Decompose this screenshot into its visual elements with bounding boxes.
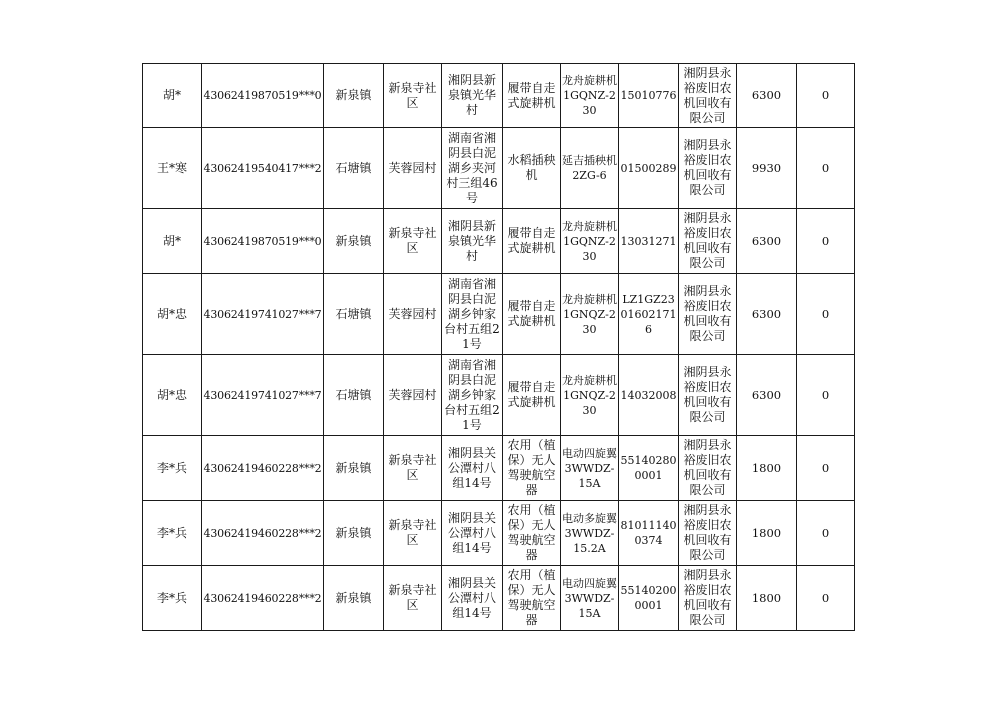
cell-id: 43062419741027***7 (202, 274, 324, 355)
cell-address: 湖南省湘阴县白泥湖乡钟家台村五组21号 (442, 274, 503, 355)
cell-serial: LZ1GZ23016021716 (619, 274, 679, 355)
cell-extra: 0 (797, 209, 855, 274)
cell-subsidy: 6300 (737, 274, 797, 355)
cell-model: 龙舟旋耕机1GQNZ-230 (561, 209, 619, 274)
cell-id: 43062419460228***2 (202, 436, 324, 501)
cell-subsidy: 1800 (737, 501, 797, 566)
cell-village: 新泉寺社区 (384, 209, 442, 274)
cell-id: 43062419870519***0 (202, 209, 324, 274)
scrap-subsidy-table (142, 63, 855, 631)
cell-recycler: 湘阴县永裕废旧农机回收有限公司 (679, 274, 737, 355)
cell-subsidy: 6300 (737, 355, 797, 436)
cell-id: 43062419460228***2 (202, 566, 324, 631)
cell-name: 李*兵 (143, 566, 202, 631)
cell-town: 新泉镇 (324, 501, 384, 566)
cell-subsidy: 1800 (737, 566, 797, 631)
cell-address: 湘阴县新泉镇光华村 (442, 209, 503, 274)
cell-extra: 0 (797, 501, 855, 566)
cell-village: 新泉寺社区 (384, 501, 442, 566)
cell-town: 新泉镇 (324, 436, 384, 501)
cell-serial: 13031271 (619, 209, 679, 274)
cell-name: 李*兵 (143, 501, 202, 566)
cell-machine-type: 履带自走式旋耕机 (503, 64, 561, 128)
cell-extra: 0 (797, 436, 855, 501)
cell-village: 芙蓉园村 (384, 274, 442, 355)
table-body (143, 64, 855, 631)
cell-address: 湘阴县新泉镇光华村 (442, 64, 503, 128)
cell-id: 43062419540417***2 (202, 128, 324, 209)
cell-model: 电动四旋翼3WWDZ-15A (561, 436, 619, 501)
cell-recycler: 湘阴县永裕废旧农机回收有限公司 (679, 436, 737, 501)
cell-recycler: 湘阴县永裕废旧农机回收有限公司 (679, 566, 737, 631)
cell-name: 王*寒 (143, 128, 202, 209)
table-row (143, 501, 855, 566)
cell-town: 新泉镇 (324, 566, 384, 631)
cell-name: 胡*忠 (143, 355, 202, 436)
cell-town: 石塘镇 (324, 128, 384, 209)
cell-recycler: 湘阴县永裕废旧农机回收有限公司 (679, 209, 737, 274)
cell-recycler: 湘阴县永裕废旧农机回收有限公司 (679, 64, 737, 128)
cell-extra: 0 (797, 566, 855, 631)
cell-address: 湖南省湘阴县白泥湖乡钟家台村五组21号 (442, 355, 503, 436)
cell-address: 湘阴县关公潭村八组14号 (442, 436, 503, 501)
table-row (143, 274, 855, 355)
cell-subsidy: 6300 (737, 209, 797, 274)
cell-recycler: 湘阴县永裕废旧农机回收有限公司 (679, 128, 737, 209)
cell-model: 电动多旋翼3WWDZ-15.2A (561, 501, 619, 566)
cell-machine-type: 农用（植保）无人驾驶航空器 (503, 436, 561, 501)
cell-subsidy: 6300 (737, 64, 797, 128)
cell-village: 新泉寺社区 (384, 566, 442, 631)
cell-model: 延吉插秧机2ZG-6 (561, 128, 619, 209)
table-row (143, 436, 855, 501)
table-row (143, 209, 855, 274)
cell-town: 新泉镇 (324, 209, 384, 274)
cell-id: 43062419741027***7 (202, 355, 324, 436)
cell-village: 新泉寺社区 (384, 436, 442, 501)
cell-extra: 0 (797, 64, 855, 128)
cell-name: 李*兵 (143, 436, 202, 501)
table-row (143, 64, 855, 128)
cell-extra: 0 (797, 355, 855, 436)
cell-model: 龙舟旋耕机1GQNZ-230 (561, 64, 619, 128)
cell-address: 湖南省湘阴县白泥湖乡夹河村三组46号 (442, 128, 503, 209)
cell-machine-type: 履带自走式旋耕机 (503, 355, 561, 436)
cell-machine-type: 履带自走式旋耕机 (503, 209, 561, 274)
table-row (143, 355, 855, 436)
cell-subsidy: 1800 (737, 436, 797, 501)
cell-extra: 0 (797, 274, 855, 355)
cell-serial: 14032008 (619, 355, 679, 436)
table-row (143, 566, 855, 631)
cell-model: 龙舟旋耕机1GNQZ-230 (561, 274, 619, 355)
cell-town: 新泉镇 (324, 64, 384, 128)
cell-subsidy: 9930 (737, 128, 797, 209)
cell-serial: 551402800001 (619, 436, 679, 501)
cell-extra: 0 (797, 128, 855, 209)
cell-name: 胡* (143, 64, 202, 128)
cell-machine-type: 履带自走式旋耕机 (503, 274, 561, 355)
table-row (143, 128, 855, 209)
cell-machine-type: 农用（植保）无人驾驶航空器 (503, 566, 561, 631)
cell-recycler: 湘阴县永裕废旧农机回收有限公司 (679, 355, 737, 436)
cell-address: 湘阴县关公潭村八组14号 (442, 566, 503, 631)
cell-model: 电动四旋翼3WWDZ-15A (561, 566, 619, 631)
cell-name: 胡* (143, 209, 202, 274)
cell-town: 石塘镇 (324, 355, 384, 436)
cell-village: 新泉寺社区 (384, 64, 442, 128)
cell-id: 43062419460228***2 (202, 501, 324, 566)
cell-name: 胡*忠 (143, 274, 202, 355)
cell-model: 龙舟旋耕机1GNQZ-230 (561, 355, 619, 436)
cell-serial: 810111400374 (619, 501, 679, 566)
cell-town: 石塘镇 (324, 274, 384, 355)
cell-machine-type: 农用（植保）无人驾驶航空器 (503, 501, 561, 566)
cell-machine-type: 水稻插秧机 (503, 128, 561, 209)
cell-village: 芙蓉园村 (384, 355, 442, 436)
cell-village: 芙蓉园村 (384, 128, 442, 209)
cell-serial: 15010776 (619, 64, 679, 128)
cell-address: 湘阴县关公潭村八组14号 (442, 501, 503, 566)
cell-serial: 01500289 (619, 128, 679, 209)
cell-id: 43062419870519***0 (202, 64, 324, 128)
cell-serial: 551402000001 (619, 566, 679, 631)
cell-recycler: 湘阴县永裕废旧农机回收有限公司 (679, 501, 737, 566)
